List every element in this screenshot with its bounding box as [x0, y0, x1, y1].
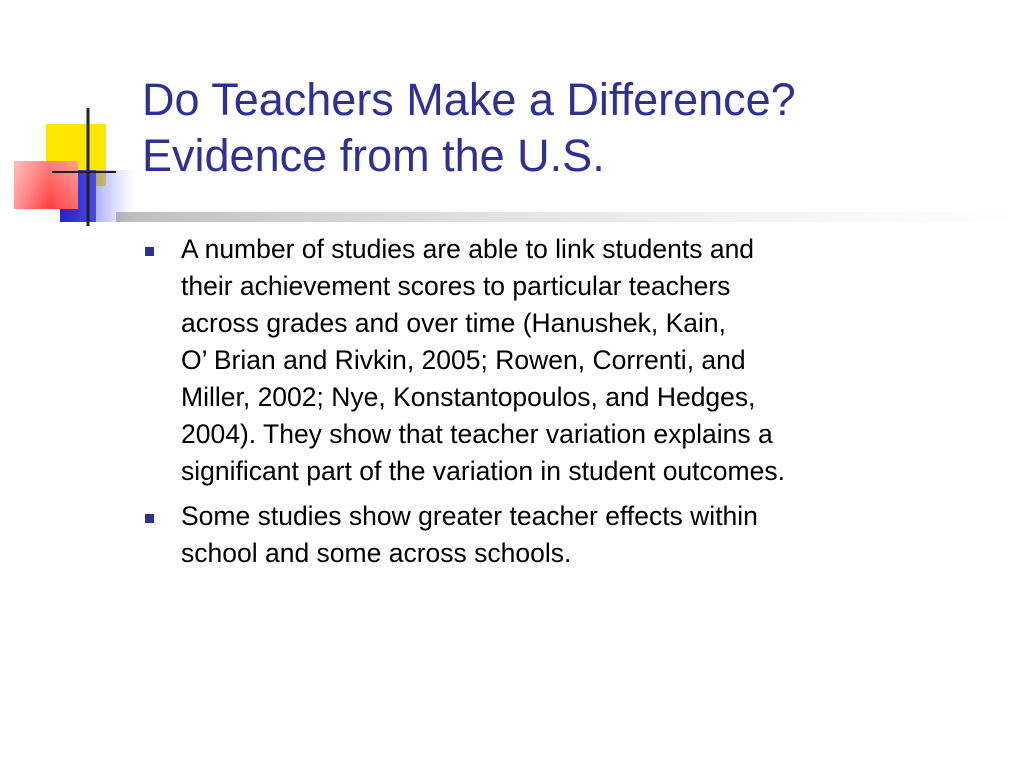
slide-title: [142, 72, 1002, 184]
slide-title-line: Evidence from the U.S.: [142, 130, 605, 181]
bullet-line: Some studies show greater teacher effects within: [181, 501, 758, 531]
square-bullet-icon: [145, 514, 154, 523]
bullet-line: across grades and over time (Hanushek, Kain,: [181, 308, 726, 338]
bullet-item: [142, 498, 1002, 572]
bullet-line: O’ Brian and Rivkin, 2005; Rowen, Correnti, and: [181, 345, 746, 375]
bullet-item: [142, 231, 1002, 490]
bullet-line: school and some across schools.: [181, 538, 572, 568]
bullet-line: A number of studies are able to link students and: [181, 234, 755, 264]
bullet-line: significant part of the variation in student outcomes.: [181, 456, 785, 486]
bullet-line: 2004). They show that teacher variation explains a: [181, 419, 773, 449]
slide-title-line: Do Teachers Make a Difference?: [142, 74, 796, 125]
bullet-line: their achievement scores to particular teachers: [181, 271, 731, 301]
square-bullet-icon: [145, 247, 154, 256]
bullet-line: Miller, 2002; Nye, Konstantopoulos, and Hedges,: [181, 382, 756, 412]
bullet-list: [142, 231, 1002, 580]
